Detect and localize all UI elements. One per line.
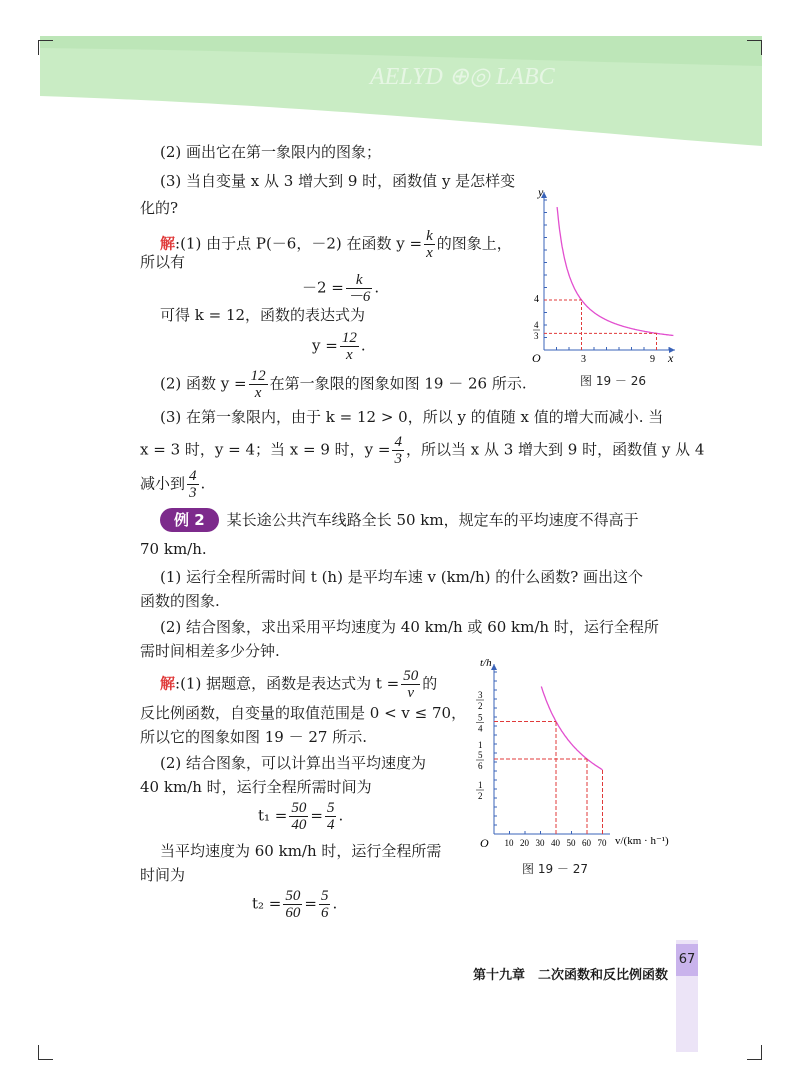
fig2-curve (541, 687, 602, 770)
ex2-q4: 函数的图象. (140, 592, 220, 610)
fig2-origin: O (480, 836, 489, 850)
fig1-tick-y43-n: 4 (534, 320, 539, 330)
fig1-origin: O (532, 351, 541, 365)
example-badge: 例 2 (160, 508, 219, 532)
line-part2: (2) 函数 y = $\frac{12}{x}$ 在第一象限的图象如图 19 － 26 所示. (160, 368, 527, 401)
fig2-x-label: v/(km · h⁻¹) (615, 835, 669, 847)
ex2-solution-1: 解:(1) 据题意，函数是表达式为 t = $\frac{50}{v}$ 的 (160, 668, 438, 701)
example-2-line: 例 2 某长途公共汽车线路全长 50 km，规定车的平均速度不得高于 (160, 508, 639, 532)
line-3-cont: 化的? (140, 199, 179, 217)
fig2-xtick-label: 70 (597, 838, 607, 848)
fig1-x-label: x (668, 351, 674, 365)
figure-19-27 (470, 652, 680, 852)
fig2-xtick-label: 20 (520, 838, 529, 848)
ex2-q5: (2) 结合图象，求出采用平均速度为 40 km/h 或 60 km/h 时，运行全程所 (160, 618, 659, 636)
fig1-tick-3: 3 (581, 354, 586, 365)
fig2-y-label: t/h (480, 657, 492, 669)
fig1-tick-9: 9 (650, 354, 655, 365)
line-3: (3) 当自变量 x 从 3 增大到 9 时，函数值 y 是怎样变 (160, 172, 516, 190)
equation-t2: t₂ = $\frac{50}{60}$ = $\frac{5}{6}$ . (252, 888, 338, 921)
equation-t1: t₁ = $\frac{50}{40}$ = $\frac{5}{4}$ . (258, 800, 344, 833)
fraction-50-over-v: $\frac{50}{v}$ (403, 668, 419, 701)
fraction-50-over-60: $\frac{50}{60}$ (285, 888, 301, 921)
ex2-q2: 70 km/h. (140, 540, 207, 558)
banner-text: AELYD ⊕◎ LABC (370, 64, 555, 90)
fig2-xtick-label: 50 (566, 838, 576, 848)
ex2-s7: 时间为 (140, 866, 186, 884)
fig2-ytick-num: 5 (478, 750, 483, 761)
fig1-y-label: y (538, 185, 544, 199)
solution-label: 解 (160, 234, 176, 253)
fraction-50-over-40: $\frac{50}{40}$ (291, 800, 307, 833)
line-k: 可得 k = 12，函数的表达式为 (160, 306, 366, 324)
ex2-q6: 需时间相差多少分钟. (140, 642, 280, 660)
fraction-12-over-x: $\frac{12}{x}$ (341, 330, 357, 363)
equation-1: －2 = $\frac{k}{-6}$ . (302, 272, 380, 305)
ex2-q3: (1) 运行全程所需时间 t (h) 是平均车速 v (km/h) 的什么函数? 画出这个 (160, 568, 644, 586)
fig1-curve (557, 207, 673, 335)
line-so: 所以有 (140, 253, 186, 271)
fig2-ytick-den: 6 (478, 761, 483, 772)
figure-19-26 (530, 180, 680, 365)
solution-1-line: 解:(1) 由于点 P(－6，－2) 在函数 y = $\frac{k}{x}$ 的图象上， (160, 228, 512, 261)
fraction-k-over-x: $\frac{k}{x}$ (426, 228, 433, 261)
fig2-caption: 图 19 － 27 (522, 862, 588, 876)
equation-2: y = $\frac{12}{x}$ . (312, 330, 366, 363)
page-number: 67 (676, 944, 698, 976)
fraction-4-over-3: $\frac{4}{3}$ (394, 434, 402, 467)
chapter-title: 第十九章 二次函数和反比例函数 (472, 968, 668, 983)
header-banner (40, 36, 762, 146)
fig2-ytick-num: 3 (478, 690, 483, 700)
fig2-ytick-num: 5 (478, 712, 483, 723)
fig1-tick-y4: 4 (534, 294, 539, 305)
ex2-s2: 反比例函数，自变量的取值范围是 0 < v ≤ 70， (140, 704, 467, 722)
fig2-ytick-den: 2 (478, 791, 483, 801)
fig1-caption: 图 19 － 26 (580, 374, 646, 388)
fig2-ytick-den: 4 (478, 723, 483, 734)
fraction-12-over-x-b: $\frac{12}{x}$ (250, 368, 266, 401)
line-part3a: (3) 在第一象限内，由于 k = 12 > 0，所以 y 的值随 x 值的增大而减小. 当 (160, 408, 664, 426)
ex2-s4: (2) 结合图象，可以计算出当平均速度为 (160, 754, 427, 772)
ex2-s3: 所以它的图象如图 19 － 27 所示. (140, 728, 368, 746)
fig1-tick-y43-d: 3 (534, 331, 539, 341)
fraction-5-over-6: $\frac{5}{6}$ (320, 888, 329, 921)
fig2-ytick-den: 2 (478, 701, 483, 711)
line-part3b: x = 3 时，y = 4；当 x = 9 时，y = $\frac{4}{3}$ ，所以当 x 从 3 增大到 9 时，函数值 y 从 4 (140, 434, 705, 467)
fraction-5-over-4: $\frac{5}{4}$ (326, 800, 335, 833)
line-part3c: 减小到 $\frac{4}{3}$ . (140, 468, 206, 501)
line-2: (2) 画出它在第一象限内的图象； (160, 143, 382, 161)
fig2-ytick-num: 1 (478, 740, 483, 750)
fraction-4-over-3-b: $\frac{4}{3}$ (189, 468, 197, 501)
fraction-k-over-m6: $\frac{k}{-6}$ (347, 272, 371, 305)
fig2-xtick-label: 60 (582, 838, 591, 848)
fig2-ytick-num: 1 (478, 780, 483, 790)
ex2-s5: 40 km/h 时，运行全程所需时间为 (140, 778, 372, 796)
fig2-xtick-label: 10 (504, 838, 514, 848)
ex2-s6: 当平均速度为 60 km/h 时，运行全程所需 (160, 842, 442, 860)
fig2-xtick-label: 40 (551, 838, 560, 848)
fig2-xtick-label: 30 (535, 838, 545, 848)
